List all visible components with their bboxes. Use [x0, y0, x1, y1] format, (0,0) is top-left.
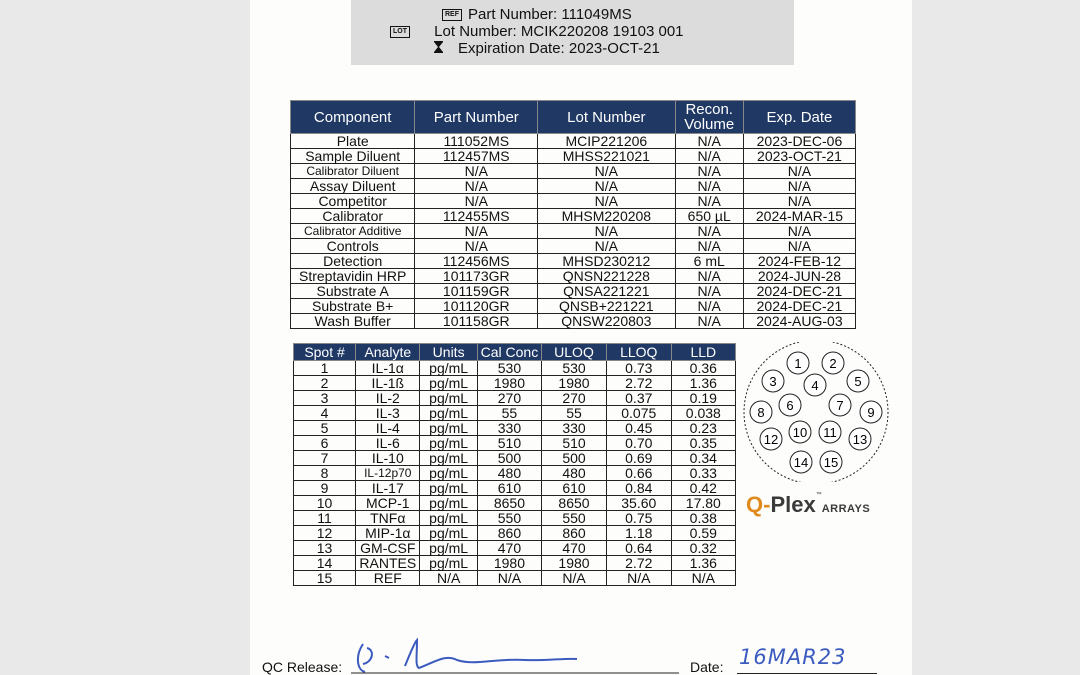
qplex-logo: Q-Plex™ARRAYS [746, 492, 871, 517]
component-row [291, 224, 856, 239]
cal-conc-cell: 270 [477, 391, 541, 406]
analyte-row [294, 496, 736, 511]
analyte-row [294, 526, 736, 541]
component-row [291, 254, 856, 269]
analyte-cell: IL-6 [356, 436, 420, 451]
units-cell: N/A [420, 571, 477, 586]
lot-number-cell: QNSA221221 [538, 284, 675, 299]
analyte-row [294, 391, 736, 406]
cal-conc-cell: 55 [477, 406, 541, 421]
lloq-cell: 0.66 [606, 466, 671, 481]
analyte-cell: IL-17 [356, 481, 420, 496]
component-row [291, 179, 856, 194]
spot-label: 12 [763, 432, 779, 447]
spot-label: 2 [829, 356, 837, 371]
col-units: Units [420, 344, 477, 361]
component-name: Controls [291, 239, 415, 254]
lloq-cell: 0.73 [606, 361, 671, 376]
component-name: Calibrator Diluent [291, 164, 415, 179]
lot-symbol: LOT [390, 26, 410, 38]
recon-volume-cell: N/A [675, 164, 743, 179]
lloq-cell: N/A [606, 571, 671, 586]
analyte-row [294, 511, 736, 526]
part-number-cell: 101173GR [415, 269, 538, 284]
part-number-cell: N/A [415, 239, 538, 254]
spot-label: 6 [786, 398, 794, 413]
lloq-cell: 0.84 [606, 481, 671, 496]
component-row [291, 299, 856, 314]
uloq-cell: 550 [542, 511, 607, 526]
lloq-cell: 0.69 [606, 451, 671, 466]
analyte-cell: GM-CSF [356, 541, 420, 556]
cal-conc-cell: 610 [477, 481, 541, 496]
lld-cell: 0.19 [671, 391, 735, 406]
spot-number-cell: 1 [294, 361, 356, 376]
component-name: Sample Diluent [291, 149, 415, 164]
analyte-table-header [294, 344, 736, 361]
analyte-cell: MCP-1 [356, 496, 420, 511]
spot-number-cell: 6 [294, 436, 356, 451]
analyte-table [293, 343, 736, 586]
lloq-cell: 0.37 [606, 391, 671, 406]
col-exp-date: Exp. Date [743, 101, 855, 134]
uloq-cell: 55 [542, 406, 607, 421]
ref-symbol: REF [442, 9, 462, 21]
component-row [291, 149, 856, 164]
component-name: Detection [291, 254, 415, 269]
component-table-header [291, 101, 856, 134]
lld-cell: 0.35 [671, 436, 735, 451]
lld-cell: 1.36 [671, 556, 735, 571]
lld-cell: 1.36 [671, 376, 735, 391]
analyte-cell: IL-12p70 [356, 466, 420, 481]
spot-number-cell: 2 [294, 376, 356, 391]
units-cell: pg/mL [420, 436, 477, 451]
uloq-cell: 270 [542, 391, 607, 406]
lloq-cell: 35.60 [606, 496, 671, 511]
exp-date-cell: 2024-MAR-15 [743, 209, 855, 224]
units-cell: pg/mL [420, 466, 477, 481]
lld-cell: 0.36 [671, 361, 735, 376]
component-row [291, 209, 856, 224]
spot-number-cell: 12 [294, 526, 356, 541]
component-name: Calibrator Additive [291, 224, 415, 239]
exp-date-cell: 2023-OCT-21 [743, 149, 855, 164]
component-row [291, 314, 856, 329]
uloq-cell: 330 [542, 421, 607, 436]
component-name: Wash Buffer [291, 314, 415, 329]
part-number-cell: 101159GR [415, 284, 538, 299]
spot-number-cell: 4 [294, 406, 356, 421]
col-cal-conc: Cal Conc [477, 344, 541, 361]
spot-number-cell: 11 [294, 511, 356, 526]
lot-number-cell: QNSN221228 [538, 269, 675, 284]
analyte-cell: RANTES [356, 556, 420, 571]
date-field [737, 645, 877, 674]
analyte-cell: IL-2 [356, 391, 420, 406]
part-number-cell: N/A [415, 194, 538, 209]
units-cell: pg/mL [420, 496, 477, 511]
spot-number-cell: 15 [294, 571, 356, 586]
recon-volume-cell: 650 µL [675, 209, 743, 224]
cal-conc-cell: 330 [477, 421, 541, 436]
lld-cell: 0.59 [671, 526, 735, 541]
lloq-cell: 1.18 [606, 526, 671, 541]
lloq-cell: 0.64 [606, 541, 671, 556]
analyte-cell: REF [356, 571, 420, 586]
lld-cell: 0.32 [671, 541, 735, 556]
recon-volume-cell: N/A [675, 284, 743, 299]
lot-number-cell: MHSM220208 [538, 209, 675, 224]
spot-number-cell: 14 [294, 556, 356, 571]
lloq-cell: 2.72 [606, 556, 671, 571]
component-name: Substrate B+ [291, 299, 415, 314]
exp-date-cell: 2024-FEB-12 [743, 254, 855, 269]
lot-number-cell: N/A [538, 239, 675, 254]
cal-conc-cell: 1980 [477, 376, 541, 391]
lld-cell: 0.42 [671, 481, 735, 496]
component-name: Streptavidin HRP [291, 269, 415, 284]
col-lot-number: Lot Number [538, 101, 675, 134]
spot-label: 13 [852, 432, 868, 447]
uloq-cell: 470 [542, 541, 607, 556]
analyte-cell: IL-1α [356, 361, 420, 376]
part-number-cell: 112457MS [415, 149, 538, 164]
spot-number-cell: 7 [294, 451, 356, 466]
analyte-row [294, 481, 736, 496]
col-part-number: Part Number [415, 101, 538, 134]
exp-date-cell: N/A [743, 194, 855, 209]
uloq-cell: N/A [542, 571, 607, 586]
exp-date-cell: 2024-JUN-28 [743, 269, 855, 284]
component-name: Substrate A [291, 284, 415, 299]
lld-cell: 0.23 [671, 421, 735, 436]
expiration-value: 2023-OCT-21 [568, 40, 660, 57]
spot-number-cell: 3 [294, 391, 356, 406]
lloq-cell: 0.70 [606, 436, 671, 451]
recon-volume-cell: N/A [675, 224, 743, 239]
col-uloq: ULOQ [542, 344, 607, 361]
analyte-cell: IL-10 [356, 451, 420, 466]
units-cell: pg/mL [420, 451, 477, 466]
units-cell: pg/mL [420, 391, 477, 406]
lld-cell: 0.038 [671, 406, 735, 421]
spot-label: 9 [867, 405, 875, 420]
exp-date-cell: 2024-DEC-21 [743, 284, 855, 299]
component-name: Assay Diluent [291, 179, 415, 194]
col-lloq: LLOQ [606, 344, 671, 361]
units-cell: pg/mL [420, 376, 477, 391]
part-number-line [442, 6, 632, 23]
component-name: Competitor [291, 194, 415, 209]
col-lld: LLD [671, 344, 735, 361]
lot-number-cell: MCIP221206 [538, 134, 675, 149]
lot-number-cell: QNSB+221221 [538, 299, 675, 314]
spot-number-cell: 8 [294, 466, 356, 481]
uloq-cell: 1980 [542, 376, 607, 391]
col-component: Component [291, 101, 415, 134]
units-cell: pg/mL [420, 421, 477, 436]
cal-conc-cell: 860 [477, 526, 541, 541]
lot-number-cell: MHSD230212 [538, 254, 675, 269]
analyte-row [294, 451, 736, 466]
lloq-cell: 0.075 [606, 406, 671, 421]
lloq-cell: 2.72 [606, 376, 671, 391]
part-number-cell: 101120GR [415, 299, 538, 314]
spot-label: 14 [793, 455, 809, 470]
analyte-row [294, 361, 736, 376]
analyte-row [294, 556, 736, 571]
component-name: Plate [291, 134, 415, 149]
expiration-label: Expiration Date: [458, 40, 565, 57]
expiration-line [434, 40, 660, 57]
part-number-cell: 112455MS [415, 209, 538, 224]
exp-date-cell: N/A [743, 164, 855, 179]
lot-number-cell: N/A [538, 179, 675, 194]
lld-cell: 0.38 [671, 511, 735, 526]
units-cell: pg/mL [420, 556, 477, 571]
spot-label: 8 [757, 405, 765, 420]
exp-date-cell: 2024-DEC-21 [743, 299, 855, 314]
spot-number-cell: 13 [294, 541, 356, 556]
analyte-cell: MIP-1α [356, 526, 420, 541]
units-cell: pg/mL [420, 361, 477, 376]
component-name: Calibrator [291, 209, 415, 224]
exp-date-cell: N/A [743, 239, 855, 254]
uloq-cell: 530 [542, 361, 607, 376]
lot-number-cell: N/A [538, 194, 675, 209]
recon-volume-cell: 6 mL [675, 254, 743, 269]
part-number-cell: N/A [415, 164, 538, 179]
exp-date-cell: N/A [743, 224, 855, 239]
part-number-cell: 112456MS [415, 254, 538, 269]
component-row [291, 194, 856, 209]
spot-label: 3 [769, 374, 777, 389]
spot-label: 15 [823, 455, 839, 470]
part-number-cell: N/A [415, 179, 538, 194]
spot-label: 5 [854, 374, 862, 389]
hourglass-icon [434, 40, 446, 57]
analyte-cell: IL-4 [356, 421, 420, 436]
recon-volume-cell: N/A [675, 149, 743, 164]
part-number-cell: N/A [415, 224, 538, 239]
uloq-cell: 610 [542, 481, 607, 496]
analyte-cell: IL-1ß [356, 376, 420, 391]
lld-cell: N/A [671, 571, 735, 586]
spot-number-cell: 10 [294, 496, 356, 511]
lld-cell: 17.80 [671, 496, 735, 511]
part-number-cell: 111052MS [415, 134, 538, 149]
component-row [291, 164, 856, 179]
cal-conc-cell: N/A [477, 571, 541, 586]
recon-volume-cell: N/A [675, 299, 743, 314]
spot-label: 1 [794, 356, 802, 371]
recon-volume-cell: N/A [675, 134, 743, 149]
units-cell: pg/mL [420, 406, 477, 421]
cal-conc-cell: 500 [477, 451, 541, 466]
lloq-cell: 0.45 [606, 421, 671, 436]
component-row [291, 269, 856, 284]
lot-number-cell: QNSW220803 [538, 314, 675, 329]
spot-label: 4 [811, 378, 819, 393]
analyte-row [294, 466, 736, 481]
recon-volume-cell: N/A [675, 314, 743, 329]
analyte-row [294, 421, 736, 436]
cal-conc-cell: 550 [477, 511, 541, 526]
spot-number-cell: 9 [294, 481, 356, 496]
units-cell: pg/mL [420, 526, 477, 541]
lot-number-label: Lot Number: [434, 23, 517, 40]
part-number-cell: 101158GR [415, 314, 538, 329]
units-cell: pg/mL [420, 541, 477, 556]
analyte-cell: TNFα [356, 511, 420, 526]
uloq-cell: 8650 [542, 496, 607, 511]
lot-number-line [390, 23, 684, 40]
qc-signature [345, 636, 685, 675]
exp-date-cell: 2024-AUG-03 [743, 314, 855, 329]
analyte-row [294, 436, 736, 451]
recon-volume-cell: N/A [675, 239, 743, 254]
spot-label: 10 [792, 425, 808, 440]
analyte-row [294, 541, 736, 556]
spot-label: 11 [823, 425, 837, 440]
cal-conc-cell: 530 [477, 361, 541, 376]
col-recon-volume: Recon. Volume [675, 101, 743, 134]
component-row [291, 134, 856, 149]
analyte-row [294, 376, 736, 391]
component-row [291, 239, 856, 254]
units-cell: pg/mL [420, 511, 477, 526]
uloq-cell: 860 [542, 526, 607, 541]
analyte-row [294, 571, 736, 586]
recon-volume-cell: N/A [675, 194, 743, 209]
exp-date-cell: 2023-DEC-06 [743, 134, 855, 149]
lloq-cell: 0.75 [606, 511, 671, 526]
analyte-cell: IL-3 [356, 406, 420, 421]
lot-number-cell: N/A [538, 164, 675, 179]
lot-number-cell: N/A [538, 224, 675, 239]
date-value: 16MAR23 [739, 645, 847, 669]
cal-conc-cell: 510 [477, 436, 541, 451]
qc-release-label: QC Release: [262, 659, 343, 675]
analyte-row [294, 406, 736, 421]
col-spot: Spot # [294, 344, 356, 361]
component-table [290, 100, 856, 329]
lld-cell: 0.34 [671, 451, 735, 466]
lot-number-cell: MHSS221021 [538, 149, 675, 164]
units-cell: pg/mL [420, 481, 477, 496]
component-row [291, 284, 856, 299]
spot-layout-diagram [741, 342, 891, 482]
uloq-cell: 1980 [542, 556, 607, 571]
cal-conc-cell: 1980 [477, 556, 541, 571]
recon-volume-cell: N/A [675, 269, 743, 284]
lld-cell: 0.33 [671, 466, 735, 481]
uloq-cell: 510 [542, 436, 607, 451]
recon-volume-cell: N/A [675, 179, 743, 194]
part-number-label: Part Number: [468, 6, 558, 23]
uloq-cell: 480 [542, 466, 607, 481]
spot-label: 7 [836, 398, 844, 413]
part-number-value: 111049MS [561, 6, 632, 23]
cal-conc-cell: 470 [477, 541, 541, 556]
cal-conc-cell: 480 [477, 466, 541, 481]
lot-number-value: MCIK220208 19103 001 [520, 23, 684, 40]
uloq-cell: 500 [542, 451, 607, 466]
date-label: Date: [690, 659, 724, 675]
col-analyte: Analyte [356, 344, 420, 361]
cal-conc-cell: 8650 [477, 496, 541, 511]
spot-number-cell: 5 [294, 421, 356, 436]
exp-date-cell: N/A [743, 179, 855, 194]
